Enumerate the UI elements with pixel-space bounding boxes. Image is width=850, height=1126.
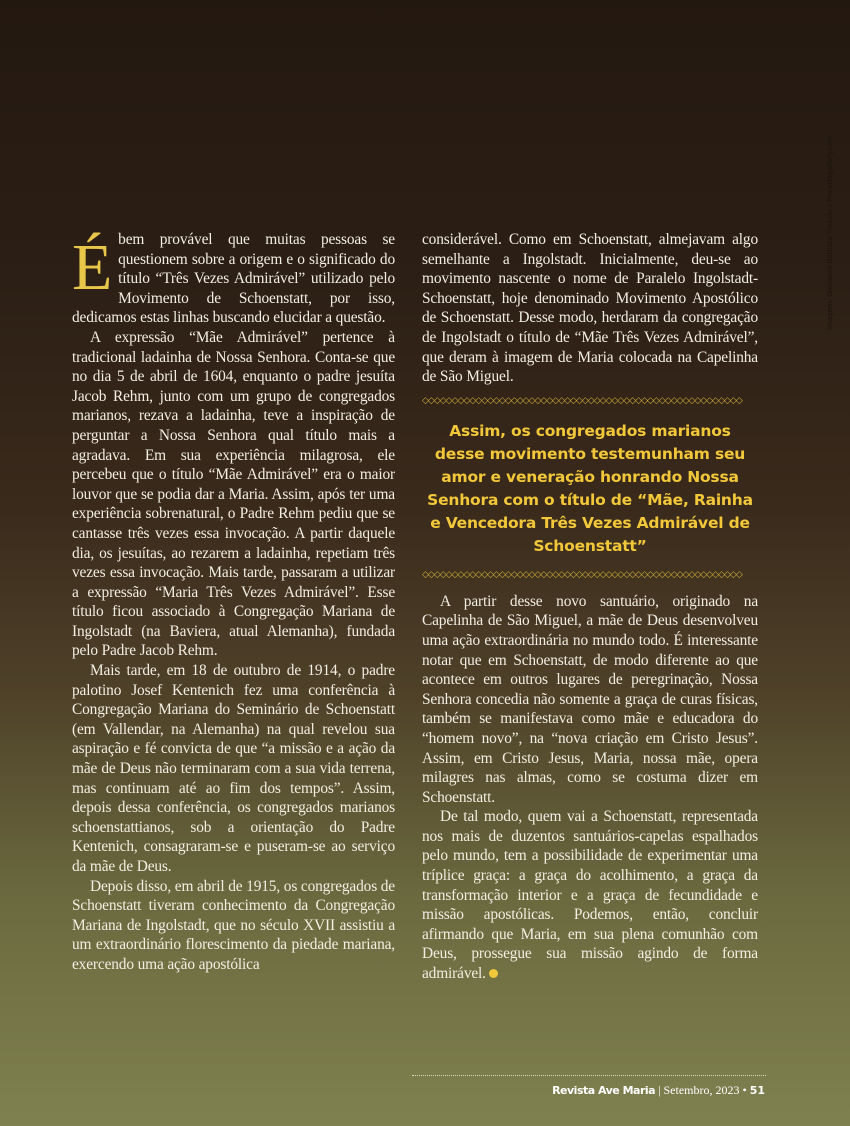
paragraph: A expressão “Mãe Admirável” pertence à tradicional ladainha de Nossa Senhora. Conta-se que no dia 5 de abril de 1604, enquanto o padre jesuíta Jacob Rehm, junto com um grupo de congregados marianos, rezava a ladainha, teve a inspiração de perguntar a Nossa Senhora qual título mais a agradava. Em sua experiência milagrosa, ele percebeu que o título “Mãe Admirável” era o maior louvor que se podia dar a Maria. Assim, após ter uma experiência sobrenatural, o Padre Rehm pediu que se cantasse três vezes essa invocação. A partir daquele dia, os jesuítas, ao rezarem a ladainha, repetiam três vezes essa invocação. Mais tarde, passaram a utilizar a expressão “Maria Três Vezes Admirável”. Esse título ficou associado à Congregação Mariana de Ingolstadt (na Baviera, atual Alemanha), fundada pelo Padre Jacob Rehm.: [72, 328, 395, 660]
final-text: De tal modo, quem vai a Schoenstatt, representada nos mais de duzentos santuários-capelas espalhados pelo mundo, tem a possibilidade de experimentar uma tríplice graça: a graça do acolhimento, a graça da transformação interior e a graça de fecundidade e missão apostólicas. Podemos, então, concluir afirmando que Maria, em sua plena comunhão com Deus, prossegue sua missão agindo de forma admirável.: [422, 808, 758, 983]
drop-cap: É: [72, 231, 113, 304]
paragraph: A partir desse novo santuário, originado na Capelinha de São Miguel, a mãe de Deus desenvolveu uma ação extraordinária no mundo todo. É interessante notar que em Schoenstatt, de modo diferente ao que acontece em outros lugares de peregrinação, Nossa Senhora concedia não somente a graça de curas físicas, também se manifestava como mãe e educadora do “homem novo”, na “nova criação em Cristo Jesus”. Assim, em Cristo Jesus, Maria, nossa mãe, opera milagres nas almas, como se costuma dizer em Schoenstatt.: [422, 592, 758, 806]
ornamental-divider: ◇◇◇◇◇◇◇◇◇◇◇◇◇◇◇◇◇◇◇◇◇◇◇◇◇◇◇◇◇◇◇◇◇◇◇◇◇◇◇◇◇◇◇◇◇◇◇◇◇◇◇◇◇◇: [422, 569, 742, 580]
footer-separator: |: [658, 1083, 661, 1097]
pull-quote: Assim, os congregados marianos desse movimento testemunham seu amor e veneração honrando Nossa Senhora com o título de “Mãe, Rainha e Vencedora Três Vezes Admirável de Schoenstatt”: [427, 421, 753, 555]
issue-date: Setembro, 2023: [663, 1083, 740, 1097]
article-left-column: [72, 230, 395, 975]
footer-bullet: •: [742, 1083, 747, 1097]
page-number: 51: [749, 1084, 765, 1097]
ornamental-divider: ◇◇◇◇◇◇◇◇◇◇◇◇◇◇◇◇◇◇◇◇◇◇◇◇◇◇◇◇◇◇◇◇◇◇◇◇◇◇◇◇◇◇◇◇◇◇◇◇◇◇◇◇◇◇: [422, 395, 742, 406]
final-paragraph: [422, 807, 758, 983]
intro-text: bem provável que muitas pessoas se questionem sobre a origem e o significado do título “Três Vezes Admirável” utilizado pelo Movimento de Schoenstatt, por isso, dedicamos estas linhas buscando elucidar a questão.: [72, 231, 395, 327]
page-footer: [552, 1083, 765, 1098]
article-right-column: [422, 230, 758, 984]
paragraph: considerável. Como em Schoenstatt, almejavam algo semelhante a Ingolstadt. Inicialmente, deu-se ao movimento nascente o nome de Paralelo Ingolstadt-Schoenstatt, hoje denominado Movimento Apostólico de Schoenstatt. Desse modo, herdaram da congregação de Ingolstadt o título de “Mãe Três Vezes Admirável”, que deram à imagem de Maria colocada na Capelinha de São Miguel.: [422, 231, 758, 386]
end-mark-icon: [489, 969, 498, 978]
magazine-name: Revista Ave Maria: [552, 1084, 656, 1097]
footer-divider: [412, 1075, 766, 1076]
image-credit: Imagem: Giovanni Battista Tiepolo / fineartsgallery.com: [826, 135, 834, 330]
paragraph: Depois disso, em abril de 1915, os congregados de Schoenstatt tiveram conhecimento da Congregação Mariana de Ingolstadt, que no século XVII assistiu a um extraordinário florescimento da piedade mariana, exercendo uma ação apostólica: [72, 877, 395, 973]
paragraph: Mais tarde, em 18 de outubro de 1914, o padre palotino Josef Kentenich fez uma conferência à Congregação Mariana do Seminário de Schoenstatt (em Vallendar, na Alemanha) na qual revelou sua aspiração e fé convicta de que “a missão e a ação da mãe de Deus não terminaram com a sua vida terrena, mas continuam até ao fim dos tempos”. Assim, depois dessa conferência, os congregados marianos schoenstattianos, sob a orientação do Padre Kentenich, consagraram-se e puseram-se ao serviço da mãe de Deus.: [72, 662, 395, 875]
intro-paragraph: [72, 230, 395, 328]
